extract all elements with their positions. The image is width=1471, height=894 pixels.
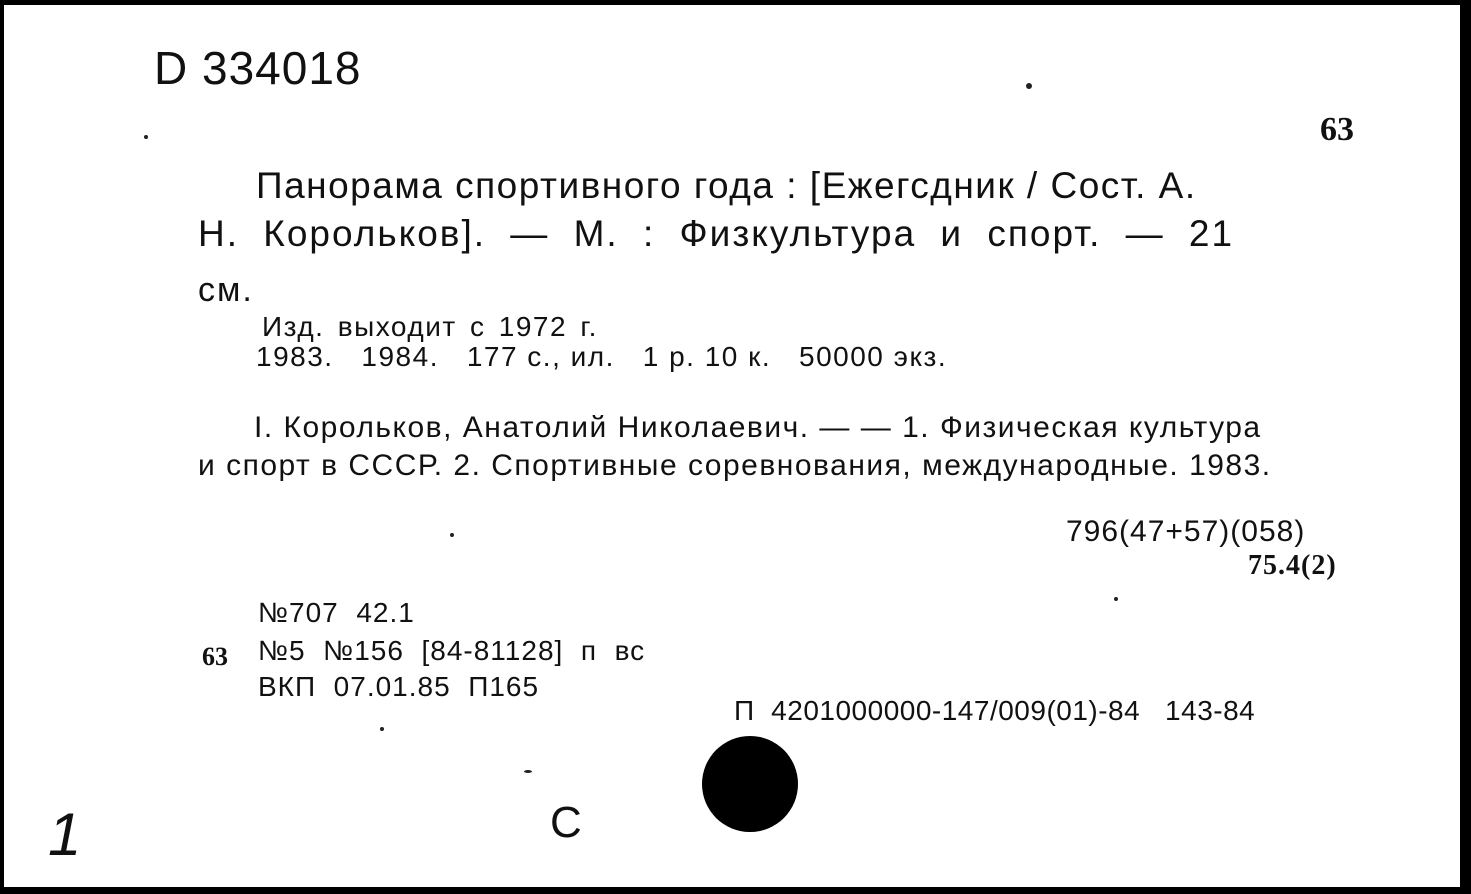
title-line-2: Н. Корольков]. — М. : Физкультура и спорт. — 21 <box>198 213 1235 254</box>
speck <box>144 135 148 139</box>
tracing-line-2: и спорт в СССР. 2. Спортивные соревнования, международные. 1983. <box>198 449 1272 482</box>
speck <box>1114 597 1118 601</box>
edition-note: Изд. выходит с 1972 г. <box>262 311 598 342</box>
title-line-1: Панорама спортивного года : [Ежегсдник / Сост. А. <box>256 165 1197 206</box>
class-number-top: 63 <box>1320 111 1354 148</box>
udc-index: 796(47+57)(058) <box>1066 515 1306 548</box>
reference-class-prefix: 63 <box>202 642 228 671</box>
title-line-3: см. <box>198 271 254 309</box>
stamp-letter: C <box>550 798 582 847</box>
speck <box>380 727 384 731</box>
issues-line: 1983. 1984. 177 с., ил. 1 р. 10 к. 50000 экз. <box>256 341 948 372</box>
call-number: D 334018 <box>154 42 362 94</box>
reference-line-2: №5 №156 [84-81128] п вс <box>258 635 646 666</box>
reference-line-1: №707 42.1 <box>258 597 415 628</box>
handwritten-mark: 1 <box>48 801 82 868</box>
punch-hole <box>702 736 798 832</box>
speck <box>450 533 454 537</box>
reference-line-3: ВКП 07.01.85 П165 <box>258 671 540 702</box>
speck <box>524 770 532 773</box>
bbk-index: 75.4(2) <box>1248 550 1337 581</box>
catalog-card <box>4 5 1460 887</box>
publication-code: П 4201000000-147/009(01)-84 143-84 <box>734 695 1256 726</box>
tracing-line-1: I. Корольков, Анатолий Николаевич. — — 1. Физическая культура <box>254 411 1262 444</box>
speck <box>1026 83 1032 89</box>
